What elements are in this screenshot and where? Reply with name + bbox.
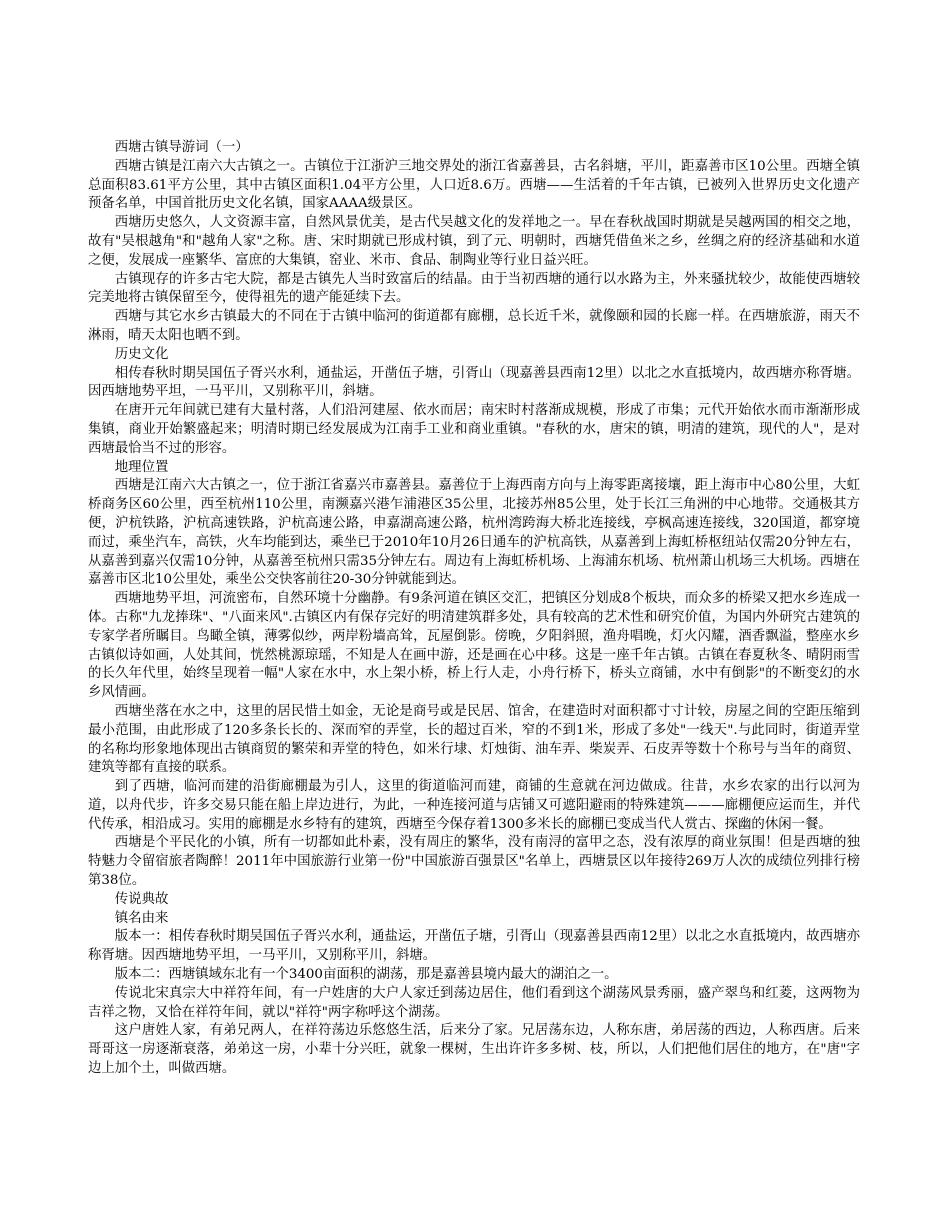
paragraph: 西塘是江南六大古镇之一，位于浙江省嘉兴市嘉善县。嘉善位于上海西南方向与上海零距离接壤，距上海市中心80公里，大虹桥商务区60公里，西至杭州110公里，南濒嘉兴港乍浦港区35公里，北接苏州85公里，处于长江三角洲的中心地带。交通极其方便，沪杭铁路，沪杭高速铁路，沪杭高速公路，申嘉湖高速公路，杭州湾跨海大桥北连接线，亭枫高速连接线，320国道，都穿境而过，乘坐汽车，高铁，火车均能到达，乘坐已于2010年10月26日通车的沪杭高铁，从嘉善到上海虹桥枢纽站仅需20分钟左右，从嘉善到嘉兴仅需10分钟，从嘉善至杭州只需35分钟左右。周边有上海虹桥机场、上海浦东机场、杭州萧山机场三大机场。西塘在嘉善市区北10公里处，乘坐公交快客前往20-30分钟就能到达。 xyxy=(88,478,860,588)
section-heading: 传说典故 xyxy=(114,891,169,907)
paragraph: 版本一：相传春秋时期吴国伍子胥兴水利，通盐运，开凿伍子塘，引胥山（现嘉善县西南12里）以北之水直抵境内，故西塘亦称胥塘。因西塘地势平坦，一马平川，又别称平川，斜塘。 xyxy=(88,929,860,964)
paragraph: 版本二：西塘镇域东北有一个3400亩面积的湖荡，那是嘉善县境内最大的湖泊之一。 xyxy=(114,967,618,983)
section-heading: 历史文化 xyxy=(114,346,169,362)
paragraph: 西塘古镇是江南六大古镇之一。古镇位于江浙沪三地交界处的浙江省嘉善县，古名斜塘，平川，距嘉善市区10公里。西塘全镇总面积83.61平方公里，其中古镇区面积1.04平方公里，人口近8.6万。西塘——生活着的千年古镇，已被列入世界历史文化遗产预备名单，中国首批历史文化名镇，国家AAAA级景区。 xyxy=(88,158,860,212)
document-body xyxy=(88,158,860,1079)
paragraph: 西塘是个平民化的小镇，所有一切都如此朴素，没有周庄的繁华，没有南浔的富甲之态，没有浓厚的商业氛围！但是西塘的独特魅力令留宿旅者陶醉！2011年中国旅游行业第一份"中国旅游百强景区"名单上，西塘景区以年接待269万人次的成绩位列排行榜第38位。 xyxy=(88,835,860,889)
paragraph: 这户唐姓人家，有弟兄两人，在祥符荡边乐悠悠生活，后来分了家。兄居荡东边，人称东唐，弟居荡的西边，人称西唐。后来哥哥这一房逐渐衰落，弟弟这一房，小辈十分兴旺，就象一棵树，生出许许多多树、枝，所以，人们把他们居住的地方，在"唐"字边上加个土，叫做西塘。 xyxy=(88,1023,860,1077)
section-heading: 地理位置 xyxy=(114,459,169,475)
paragraph: 西塘历史悠久，人文资源丰富，自然风景优美，是古代吴越文化的发祥地之一。早在春秋战国时期就是吴越两国的相交之地，故有"吴根越角"和"越角人家"之称。唐、宋时期就已形成村镇，到了元、明朝时，西塘凭借鱼米之乡，丝绸之府的经济基础和水道之便，发展成一座繁华、富庶的大集镇，窑业、米市、食品、制陶业等行业日益兴旺。 xyxy=(88,215,860,268)
document-title: 西塘古镇导游词（一） xyxy=(114,140,249,155)
paragraph: 在唐开元年间就已建有大量村落，人们沿河建屋、依水而居；南宋时村落渐成规模，形成了市集；元代开始依水而市渐渐形成集镇，商业开始繁盛起来；明清时期已经发展成为江南手工业和商业重镇。"春秋的水，唐宋的镇，明清的建筑，现代的人"，是对西塘最恰当不过的形容。 xyxy=(88,403,860,456)
paragraph: 传说北宋真宗大中祥符年间，有一户姓唐的大户人家迁到荡边居住，他们看到这个湖荡风景秀丽，盛产翠鸟和红菱，这两物为吉祥之物，又恰在祥符年间，就以"祥符"两字称呼这个湖荡。 xyxy=(88,985,860,1020)
paragraph: 相传春秋时期吴国伍子胥兴水利，通盐运，开凿伍子塘，引胥山（现嘉善县西南12里）以北之水直抵境内，故西塘亦称胥塘。因西塘地势平坦，一马平川，又别称平川，斜塘。 xyxy=(88,365,860,400)
paragraph: 西塘坐落在水之中，这里的居民惜土如金，无论是商号或是民居、馆舍，在建造时对面积都寸寸计较，房屋之间的空距压缩到最小范围，由此形成了120多条长长的、深而窄的弄堂，长的超过百米，窄的不到1米，形成了多处"一线天".与此同时，街道弄堂的名称均形象地体现出古镇商贸的繁荣和弄堂的特色，如米行埭、灯烛街、油车弄、柴炭弄、石皮弄等数十个称号与当年的商贸、建筑等都有直接的联系。 xyxy=(88,703,860,776)
section-heading: 镇名由来 xyxy=(114,910,169,926)
paragraph: 古镇现存的许多古宅大院，都是古镇先人当时致富后的结晶。由于当初西塘的通行以水路为主，外来骚扰较少，故能使西塘较完美地将古镇保留至今，使得祖先的遗产能延续下去。 xyxy=(88,271,860,306)
paragraph: 西塘与其它水乡古镇最大的不同在于古镇中临河的街道都有廊棚，总长近千米，就像颐和园的长廊一样。在西塘旅游，雨天不淋雨，晴天太阳也晒不到。 xyxy=(88,309,860,343)
document-page xyxy=(88,139,860,1079)
paragraph: 西塘地势平坦，河流密布，自然环境十分幽静。有9条河道在镇区交汇，把镇区分划成8个板块，而众多的桥梁又把水乡连成一体。古称"九龙捧珠"、"八面来风".古镇区内有保存完好的明清建筑群多处，具有较高的艺术性和研究价值，为国内外研究古建筑的专家学者所瞩目。鸟瞰全镇，薄雾似纱，两岸粉墙高耸，瓦屋倒影。傍晚，夕阳斜照，渔舟唱晚，灯火闪耀，酒香飘溢，整座水乡古镇似诗如画，人处其间，恍然桃源琼瑶，不知是人在画中游，还是画在心中移。这是一座千年古镇。古镇在春夏秋冬、晴阴雨雪的长久年代里，始终呈现着一幅"人家在水中，水上架小桥，桥上行人走，小舟行桥下，桥头立商铺，水中有倒影"的不断变幻的水乡风情画。 xyxy=(88,591,860,701)
paragraph: 到了西塘，临河而建的沿街廊棚最为引人，这里的街道临河而建，商铺的生意就在河边做成。往昔，水乡农家的出行以河为道，以舟代步，许多交易只能在船上岸边进行，为此，一种连接河道与店铺又可遮阳避雨的特殊建筑———廊棚便应运而生，并代代传承，相沿成习。实用的廊棚是水乡特有的建筑，西塘至今保存着1300多米长的廊棚已变成当代人赏古、探幽的休闲一餐。 xyxy=(88,779,860,832)
